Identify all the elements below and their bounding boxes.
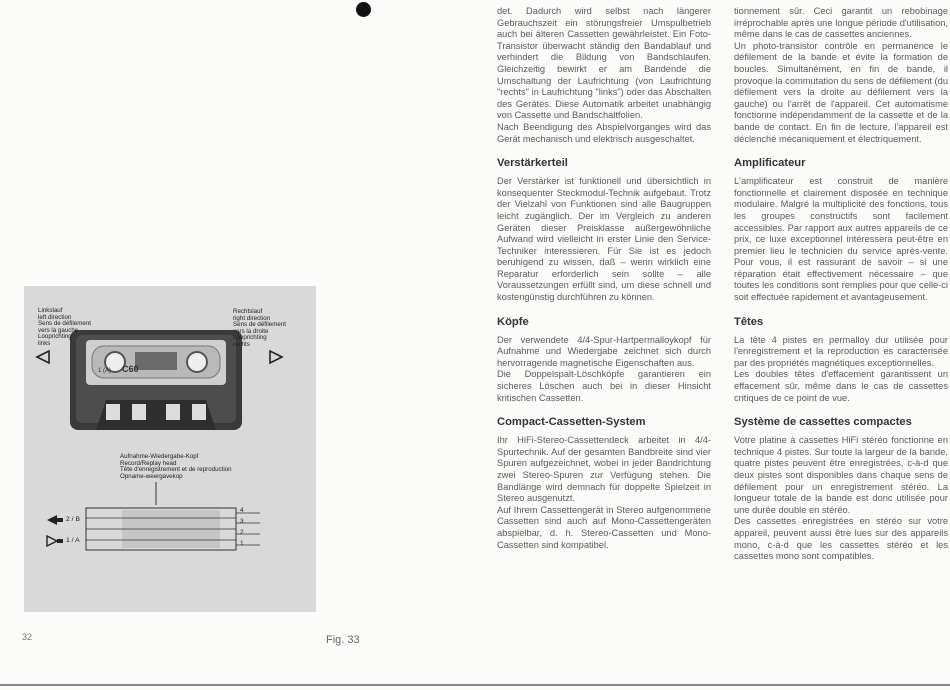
cassette-body — [70, 330, 242, 430]
figure-caption: Fig. 33 — [326, 634, 360, 646]
cassette-label-c60: C60 — [122, 364, 139, 374]
paragraph: Les doubles têtes d'effacement garantissent un effacement sûr, même dans le cas de cassettes critiques de ce point de vue. — [734, 369, 948, 403]
section-heading: Système de cassettes compactes — [734, 416, 912, 429]
right-direction-labels: Rechtslauf right direction Sens de défilement vers la droite Looprichting rechts — [233, 308, 286, 348]
paragraph: det. Dadurch wird selbst nach längerer Gebrauchszeit ein störungsfreier Umspulbetrieb auch bei älteren Cassetten gewährleistet. Ein Foto-Transistor überwacht ständig den Bandablauf und verhindert die Bildung von Bandschlaufen. Gleichzeitig bewirkt er am Bandende die Umschaltung der Laufrichtung (von Laufrichtung "rechts" in Laufrichtung "links") oder das Abschalten des Gerätes. Diese Automatik arbeitet unabhängig von Cassette und Bandschaltfolien. — [497, 6, 711, 121]
track-left-arrow-icon — [47, 515, 57, 525]
right-arrow-icon — [270, 351, 282, 363]
paragraph: Auf Ihrem Cassettengerät in Stereo aufgenommene Cassetten sind auch auf Mono-Cassettengeräten abspielbar, d. h. Stereo-Cassetten und Mono-Cassetten sind kompatibel. — [497, 504, 711, 550]
track-upper-label: 1 / A — [66, 537, 80, 544]
track-number: 2 — [240, 529, 244, 536]
track-number: 4 — [240, 507, 244, 514]
section-koepfe — [497, 316, 711, 405]
page-bottom-edge — [0, 684, 950, 686]
track-right-arrow-icon — [47, 536, 57, 546]
cassette-side-label: 1 (A) — [98, 368, 112, 374]
section-amplificateur — [734, 157, 948, 304]
head-labels: Aufnahme-Wiedergabe-Kopf Record/Replay head Tête d'enregistrement et de reproduction Opname-weergavekop — [120, 453, 232, 480]
left-direction-labels: Linkslauf left direction Sens de défilement vers la gauche Looprichting links — [38, 307, 91, 347]
section-verstaerkerteil — [497, 157, 711, 304]
section-heading: Compact-Cassetten-System — [497, 416, 646, 429]
french-text-column — [734, 6, 948, 563]
paragraph: Der verwendete 4/4-Spur-Hartpermalloykopf für Aufnahme und Wiedergabe zeichnet sich durch hervorragende magnetische Eigenschaften aus. — [497, 334, 711, 368]
track-number: 1 — [240, 540, 244, 547]
paragraph: Nach Beendigung des Abspielvorganges wird das Gerät mechanisch und elektrisch ausgeschaltet. — [497, 121, 711, 144]
paragraph: Der Verstärker ist funktionell und übersichtlich in konsequenter Steckmodul-Technik aufgebaut. Trotz der Vielzahl von Funktionen sind alle Baugruppen leicht zugänglich. Der im Vergleich zu anderen Geräten dieser Preisklasse außergewöhnliche Aufwand wird vielleicht in erster Linie den Service-Techniker interessieren. Für Sie ist es jedoch beruhigend zu wissen, daß – wenn wirklich eine Reparatur erforderlich sein sollte – alle Voraussetzungen erfüllt sind, um diese schnell und kostengünstig durchführen zu können. — [497, 176, 711, 303]
paragraph: Des cassettes enregistrées en stéréo sur votre appareil, peuvent aussi être lues sur des appareils mono, c-à-d que les cassettes stéréo et les cassettes mono sont compatibles. — [734, 516, 948, 562]
paragraph: Votre platine à cassettes HiFi stéréo fonctionne en technique 4 pistes. Sur toute la largeur de la bande, quatre pistes peuvent être enregistrées, c-à-d que deux pistes sont disponibles dans chaque sens de défilement pour un enregistrement stéréo. La longueur totale de la bande est donc utilisée pour une durée double en stéréo. — [734, 435, 948, 515]
page-number: 32 — [22, 632, 33, 642]
section-systeme-cassettes — [734, 416, 948, 563]
left-arrow-icon — [37, 351, 49, 363]
section-tetes — [734, 316, 948, 405]
track-lower-label: 2 / B — [66, 516, 80, 523]
german-text-column — [497, 6, 711, 551]
paragraph: Un photo-transistor contrôle en permanence le défilement de la bande et évite la formation de boucles. Simultanément, en fin de bande, il provoque la commutation du sens de défilement (du défilement vers la droite au défilement vers la gauche) ou l'arrêt de l'appareil. Cet automatisme fonctionne indépendamment de la cassette et de la bande de contact. En fin de lecture, l'appareil est déclenché mécaniquement et électriquement. — [734, 40, 948, 144]
paragraph: tionnement sûr. Ceci garantit un rebobinage irréprochable après une longue période d'utilisation, même dans le cas de cassettes anciennes. — [734, 6, 948, 40]
paragraph: Die Doppelspalt-Löschköpfe garantieren ein sicheres Löschen auch bei in dieser Hinsicht kritischen Cassetten. — [497, 369, 711, 403]
paragraph: Ihr HiFi-Stereo-Cassettendeck arbeitet in 4/4-Spurtechnik. Auf der gesamten Bandbreite sind vier Spuren aufgezeichnet, wobei in jeder Bandrichtung zwei Stereo-Spuren zur Verfügung stehen. Die Bandlänge wird demnach für doppelte Spielzeit in Stereo ausgenutzt. — [497, 435, 711, 504]
paragraph: L'amplificateur est construit de manière fonctionnelle et clairement disposée en technique modulaire. Malgré la multiplicité des fonctions, tous les groupes constructifs sont facilement accessibles. Par rapport aux autres appareils de ce prix, ce luxe exceptionnel intéressera peut-être en premier lieu le technicien du service après-vente. Pour vous, il est rassurant de savoir – si une réparation était effectivement nécessaire – que toutes les conditions sont remplies pour que celle-ci soit effectuée rapidement et avantageusement. — [734, 176, 948, 303]
track-number: 3 — [240, 518, 244, 525]
paragraph: La tête 4 pistes en permalloy dur utilisée pour l'enregistrement et la reproduction es caractérisée par des propriétés magnétiques exceptionnelles. — [734, 334, 948, 368]
section-heading: Köpfe — [497, 315, 529, 328]
section-compact-cassetten-system — [497, 416, 711, 551]
section-heading: Têtes — [734, 315, 764, 328]
section-heading: Amplificateur — [734, 157, 806, 170]
section-heading: Verstärkerteil — [497, 157, 568, 170]
